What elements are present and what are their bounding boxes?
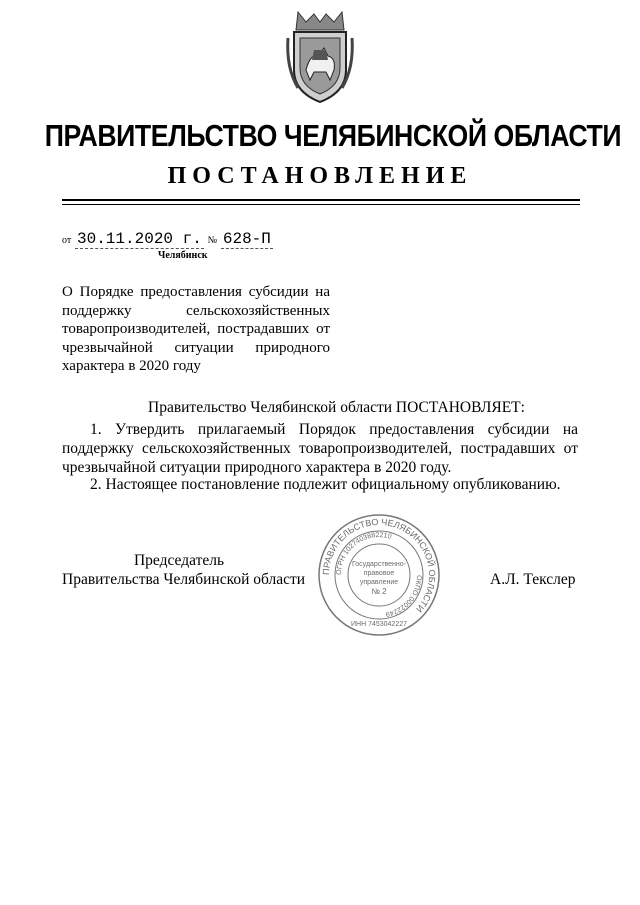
official-seal xyxy=(317,513,441,637)
seal-okpo: ОКПО 00022249 xyxy=(384,574,423,618)
header-divider-thin xyxy=(62,204,580,205)
document-date: 30.11.2020 г. xyxy=(77,230,202,248)
number-prefix: № xyxy=(207,235,218,246)
document-type: ПОСТАНОВЛЕНИЕ xyxy=(167,163,473,189)
city-label: Челябинск xyxy=(158,250,208,261)
paragraph-1: 1. Утвердить прилагаемый Порядок предоставления субсидии на поддержку сельскохозяйственных товаропроизводителей, пострадавших от чрезвычайной ситуации природного характера в 2020 году. xyxy=(62,421,578,476)
header-divider-thick xyxy=(62,199,580,201)
signatory-title-line2: Правительства Челябинской области xyxy=(62,571,306,588)
coat-of-arms-icon xyxy=(284,8,356,106)
seal-ogrn: ОГРН 1027403882210 xyxy=(335,531,393,576)
seal-inn: ИНН 7453042227 xyxy=(350,621,408,628)
seal-center-line1: Государственно- xyxy=(351,561,407,568)
paragraph-2: 2. Настоящее постановление подлежит официальному опубликованию. xyxy=(90,476,561,493)
seal-center-line3: управление xyxy=(359,579,399,586)
date-prefix: от xyxy=(62,235,72,246)
signatory-title-line1: Председатель xyxy=(133,552,225,569)
resolution-intro: Правительство Челябинской области ПОСТАНОВЛЯЕТ: xyxy=(148,399,525,416)
document-number: 628-П xyxy=(222,230,271,248)
date-number-line xyxy=(62,230,273,248)
signatory-name: А.Л. Текслер xyxy=(490,571,576,588)
seal-center-line2: правовое xyxy=(363,570,395,577)
government-title: ПРАВИТЕЛЬСТВО ЧЕЛЯБИНСКОЙ ОБЛАСТИ xyxy=(44,118,622,153)
document-subject: О Порядке предоставления субсидии на поддержку сельскохозяйственных товаропроизводителей, пострадавших от чрезвычайной ситуации природного характера в 2020 году xyxy=(62,284,330,374)
seal-outer-text: ПРАВИТЕЛЬСТВО ЧЕЛЯБИНСКОЙ ОБЛАСТИ xyxy=(320,516,438,615)
seal-center-line4: № 2 xyxy=(371,587,387,596)
